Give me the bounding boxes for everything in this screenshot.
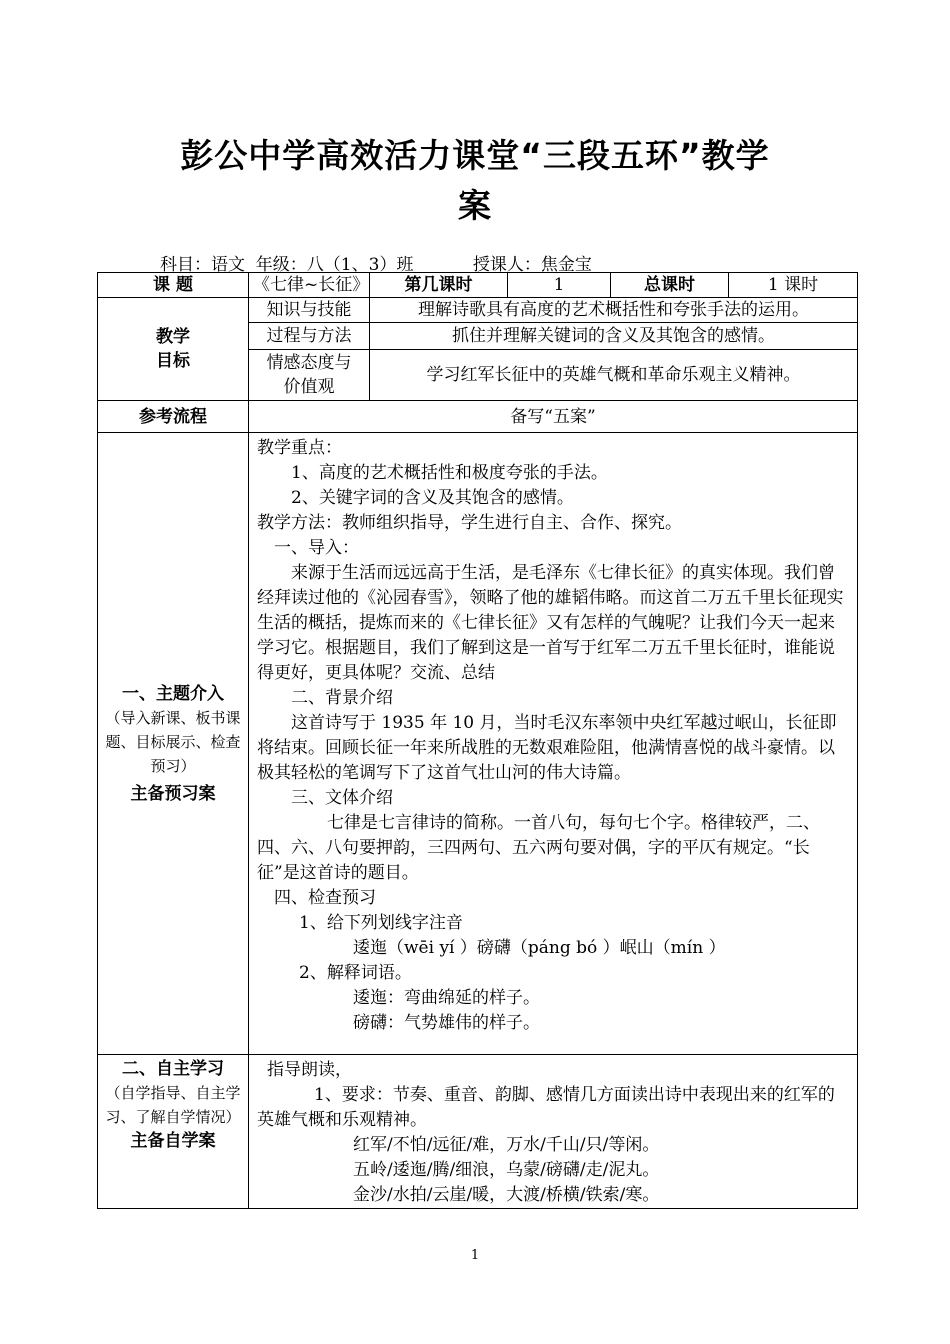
content-paragraph: 七律是七言律诗的简称。一首八句，每句七个字。格律较严，二、四、六、八句要押韵，三四两句、五六两句要对偶，字的平仄有规定。“长征”是这首诗的题目。 — [257, 813, 820, 883]
section2-row — [98, 1055, 858, 1209]
section2-content — [249, 1055, 858, 1209]
goals-label-line2: 目标 — [156, 351, 190, 371]
content-line: 红军/不怕/远征/难，万水/千山/只/等闲。 — [353, 1135, 660, 1155]
content-line: 五岭/逶迤/腾/细浪，乌蒙/磅礴/走/泥丸。 — [353, 1160, 660, 1180]
goal-text: 学习红军长征中的英雄气概和革命乐观主义精神。 — [370, 350, 858, 401]
content-line: 1、给下列划线字注音 — [299, 913, 463, 933]
goal-label: 知识与技能 — [249, 298, 370, 323]
content-line: 四、检查预习 — [274, 888, 376, 908]
section2-sidebar — [98, 1055, 249, 1209]
flow-value: 备写“五案” — [249, 401, 858, 433]
goal-label: 过程与方法 — [249, 323, 370, 350]
section2-title: 二、自主学习 — [122, 1059, 224, 1079]
content-paragraph: 这首诗写于 1935 年 10 月，当时毛汉东率领中央红军越过岷山，长征即将结束。回顾长征一年来所战胜的无数艰难险阻，他满情喜悦的战斗豪情。以极其轻松的笔调写下了这首气壮山河的伟大诗篇。 — [257, 713, 837, 783]
content-paragraph: 来源于生活而远远高于生活，是毛泽东《七律长征》的真实体现。我们曾经拜读过他的《沁园春雪》，领略了他的雄韬伟略。而这首二万五千里长征现实生活的概括，提炼而来的《七律长征》又有怎样的气魄呢？让我们今天一起来学习它。根据题目，我们了解到这是一首写于红军二万五千里长征时，谁能说得更好，更具体呢？交流、总结 — [257, 563, 844, 683]
goal-text: 理解诗歌具有高度的艺术概括性和夸张手法的运用。 — [370, 298, 858, 323]
section1-sidebar — [98, 433, 249, 1055]
section1-content — [249, 433, 858, 1055]
content-line: 2、解释词语。 — [299, 963, 412, 983]
content-line: 一、导入： — [274, 538, 359, 558]
section2-subtitle: （自学指导、自主学习、了解自学情况） — [105, 1084, 241, 1126]
document-title-line2: 案 — [458, 186, 492, 225]
page-number: 1 — [470, 1248, 480, 1263]
content-line: 教学重点： — [257, 438, 342, 458]
section1-foot: 主备预习案 — [130, 783, 216, 804]
lesson-plan-table — [97, 272, 858, 1209]
flow-label: 参考流程 — [98, 401, 249, 433]
goal-label: 情感态度与价值观 — [249, 350, 370, 401]
goals-label — [98, 298, 249, 401]
section1-subtitle: （导入新课、板书课题、目标展示、检查预习） — [105, 708, 241, 775]
content-line: 教学方法：教师组织指导，学生进行自主、合作、探究。 — [257, 513, 682, 533]
content-line: 二、背景介绍 — [291, 688, 393, 708]
content-line: 1、高度的艺术概括性和极度夸张的手法。 — [291, 463, 608, 483]
content-line: 磅礴：气势雄伟的样子。 — [353, 1013, 540, 1033]
subject-line: 科目：语文 年级：八（1、3）班 授课人：焦金宝 — [160, 255, 592, 275]
goal-row-1 — [98, 298, 858, 323]
period-label: 第几课时 — [370, 273, 508, 298]
content-line: 金沙/水拍/云崖/暖，大渡/桥横/铁索/寒。 — [353, 1185, 660, 1205]
content-paragraph: 1、要求：节奏、重音、韵脚、感情几方面读出诗中表现出来的红军的英雄气概和乐观精神。 — [257, 1085, 835, 1130]
topic-value: 《七律~长征》 — [249, 273, 370, 298]
content-line: 三、文体介绍 — [291, 788, 393, 808]
section1-row — [98, 433, 858, 1055]
section1-title: 一、主题介入 — [122, 683, 224, 704]
content-line: 逶迤（wēi yí ）磅礴（páng bó ）岷山（mín ） — [353, 938, 726, 958]
document-title-line1: 彭公中学高效活力课堂“三段五环”教学 — [180, 136, 770, 175]
goals-label-line1: 教学 — [156, 327, 190, 347]
goal-text: 抓住并理解关键词的含义及其饱含的感情。 — [370, 323, 858, 350]
total-value: 1 课时 — [729, 273, 858, 298]
content-line: 指导朗读， — [267, 1060, 352, 1080]
content-line: 2、关键字词的含义及其饱含的感情。 — [291, 488, 574, 508]
content-line: 逶迤：弯曲绵延的样子。 — [353, 988, 540, 1008]
total-label: 总课时 — [611, 273, 729, 298]
section2-foot: 主备自学案 — [130, 1131, 216, 1151]
topic-label: 课 题 — [98, 273, 249, 298]
header-row — [98, 273, 858, 298]
flow-row — [98, 401, 858, 433]
period-value: 1 — [508, 273, 611, 298]
